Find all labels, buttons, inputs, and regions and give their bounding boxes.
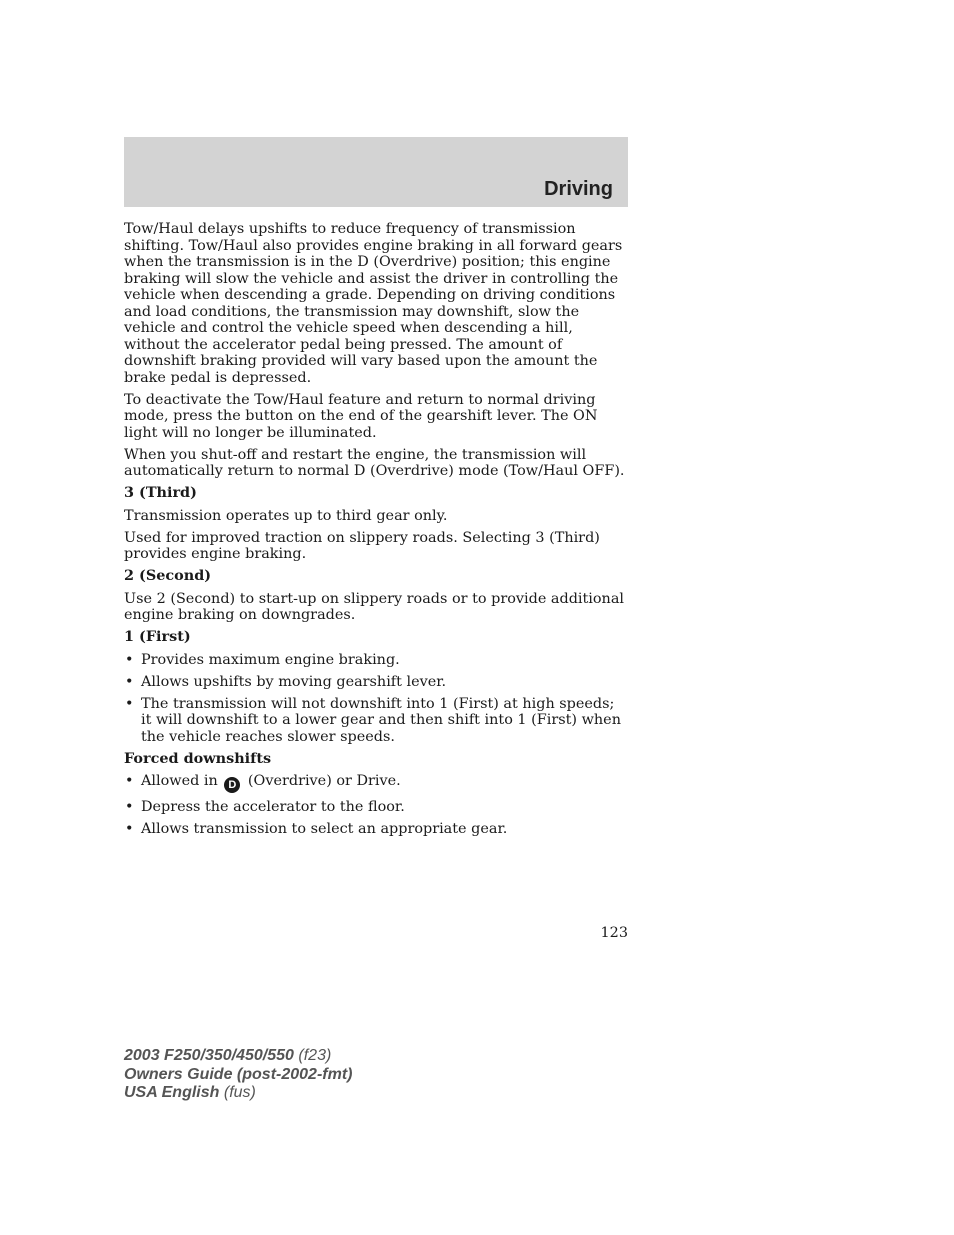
footer-line-model [124, 1047, 352, 1066]
footer-language-code: (fus) [223, 1084, 256, 1101]
footer-guide: Owners Guide (post-2002-fmt) [124, 1065, 353, 1083]
paragraph-third-2: Used for improved traction on slippery roads. Selecting 3 (Third) provides engine braking. [124, 529, 600, 562]
first-bullet-list [124, 652, 628, 746]
footer-line-language [124, 1084, 352, 1103]
list-item: • Allows upshifts by moving gearshift lever. [124, 674, 628, 691]
footer-model: 2003 F250/350/450/550 [124, 1047, 294, 1064]
paragraph-restart-engine: When you shut-off and restart the engine, the transmission will automatically return to normal D (Overdrive) mode (Tow/Haul OFF). [124, 446, 625, 479]
list-item [124, 773, 628, 793]
paragraph-tow-haul-intro: Tow/Haul delays upshifts to reduce frequency of transmission shifting. Tow/Haul also provides engine braking in all forward gears when the transmission is in the D (Overdrive) position; this engine braking will slow the vehicle and assist the driver in controlling the vehicle when descending a grade. Depending on driving conditions and load conditions, the transmission may downshift, slow the vehicle and control the vehicle speed when descending a hill, without the accelerator pedal being pressed. The amount of downshift braking provided will vary based upon the amount the brake pedal is depressed. [124, 221, 623, 386]
section-title: Driving [544, 178, 613, 200]
section-header-band [124, 137, 628, 207]
footer-line-guide [124, 1066, 352, 1085]
paragraph-second-1: Use 2 (Second) to start-up on slippery roads or to provide additional engine braking on downgrades. [124, 590, 625, 623]
heading-third: 3 (Third) [124, 484, 197, 501]
page-number: 123 [600, 925, 628, 941]
page-content [124, 221, 628, 843]
overdrive-d-icon: D [224, 777, 240, 793]
paragraph-third-1: Transmission operates up to third gear only. [124, 507, 448, 524]
paragraph-deactivate-tow-haul: To deactivate the Tow/Haul feature and return to normal driving mode, press the button on the end of the gearshift lever. The ON light will no longer be illuminated. [124, 391, 598, 441]
heading-forced-downshifts: Forced downshifts [124, 749, 272, 767]
heading-second: 2 (Second) [124, 567, 212, 584]
list-item: • The transmission will not downshift into 1 (First) at high speeds; it will downshift to a lower gear and then shift into 1 (First) when the vehicle reaches slower speeds. [124, 696, 628, 746]
heading-first: 1 (First) [124, 628, 191, 645]
bullet-prefix: Allowed in [141, 773, 218, 789]
bullet-suffix: (Overdrive) or Drive. [247, 773, 401, 789]
list-item: • Allows transmission to select an appropriate gear. [124, 821, 628, 838]
document-footer [124, 1047, 352, 1103]
footer-model-code: (f23) [298, 1047, 332, 1064]
list-item: • Provides maximum engine braking. [124, 652, 628, 669]
footer-language: USA English [124, 1084, 220, 1101]
list-item: • Depress the accelerator to the floor. [124, 799, 628, 816]
forced-bullet-list [124, 773, 628, 838]
